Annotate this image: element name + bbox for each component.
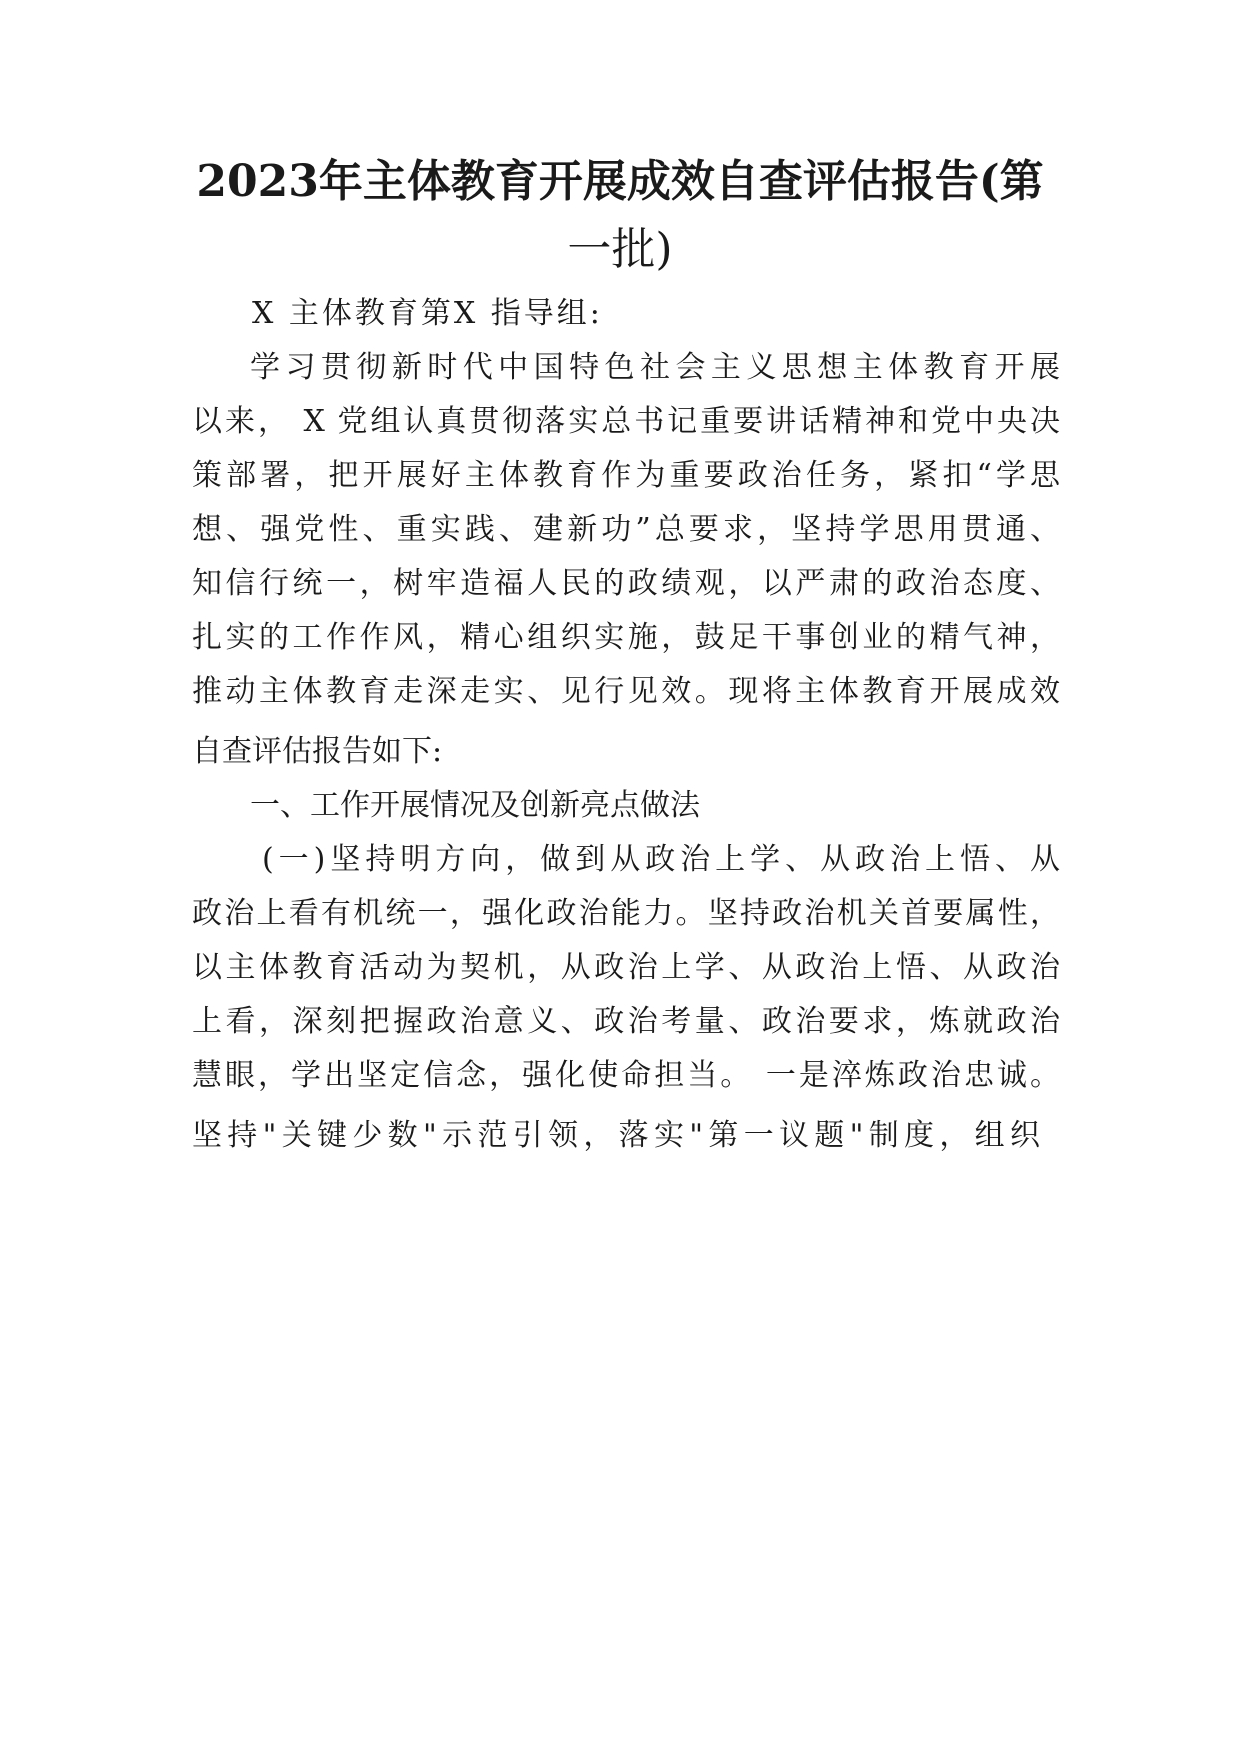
section-1-heading: 一、工作开展情况及创新亮点做法 <box>250 788 700 823</box>
salutation: X 主体教育第X 指导组: <box>252 296 603 331</box>
paragraph-2-line-1: (一)坚持明方向，做到从政治上学、从政治上悟、从 <box>262 842 1060 877</box>
paragraph-1-line-3: 策部署，把开展好主体教育作为重要政治任务，紧扣“学思 <box>192 458 1060 493</box>
paragraph-1-line-5: 知信行统一，树牢造福人民的政绩观，以严肃的政治态度、 <box>192 566 1060 601</box>
document-title-line-1: 2023年主体教育开展成效自查评估报告(第 <box>196 156 1044 207</box>
paragraph-2-line-3: 以主体教育活动为契机，从政治上学、从政治上悟、从政治 <box>192 950 1060 985</box>
paragraph-2-line-5: 慧眼，学出坚定信念，强化使命担当。 一是淬炼政治忠诚。 <box>192 1058 1060 1093</box>
paragraph-1-line-1: 学习贯彻新时代中国特色社会主义思想主体教育开展 <box>250 350 1060 385</box>
paragraph-1-line-2: 以来， X 党组认真贯彻落实总书记重要讲话精神和党中央决 <box>192 404 1060 439</box>
paragraph-1-line-6: 扎实的工作作风，精心组织实施，鼓足干事创业的精气神， <box>192 620 1060 655</box>
paragraph-2-line-4: 上看，深刻把握政治意义、政治考量、政治要求，炼就政治 <box>192 1004 1060 1039</box>
paragraph-1-line-4: 想、强党性、重实践、建新功”总要求，坚持学思用贯通、 <box>192 512 1060 547</box>
document-title-line-2: 一批) <box>567 224 673 275</box>
paragraph-1-line-8: 自查评估报告如下: <box>192 734 443 769</box>
paragraph-2-line-2: 政治上看有机统一，强化政治能力。坚持政治机关首要属性， <box>192 896 1060 931</box>
paragraph-2-line-6: 坚持"关键少数"示范引领，落实"第一议题"制度，组织 <box>192 1118 1040 1153</box>
paragraph-1-line-7: 推动主体教育走深走实、见行见效。现将主体教育开展成效 <box>192 674 1060 709</box>
